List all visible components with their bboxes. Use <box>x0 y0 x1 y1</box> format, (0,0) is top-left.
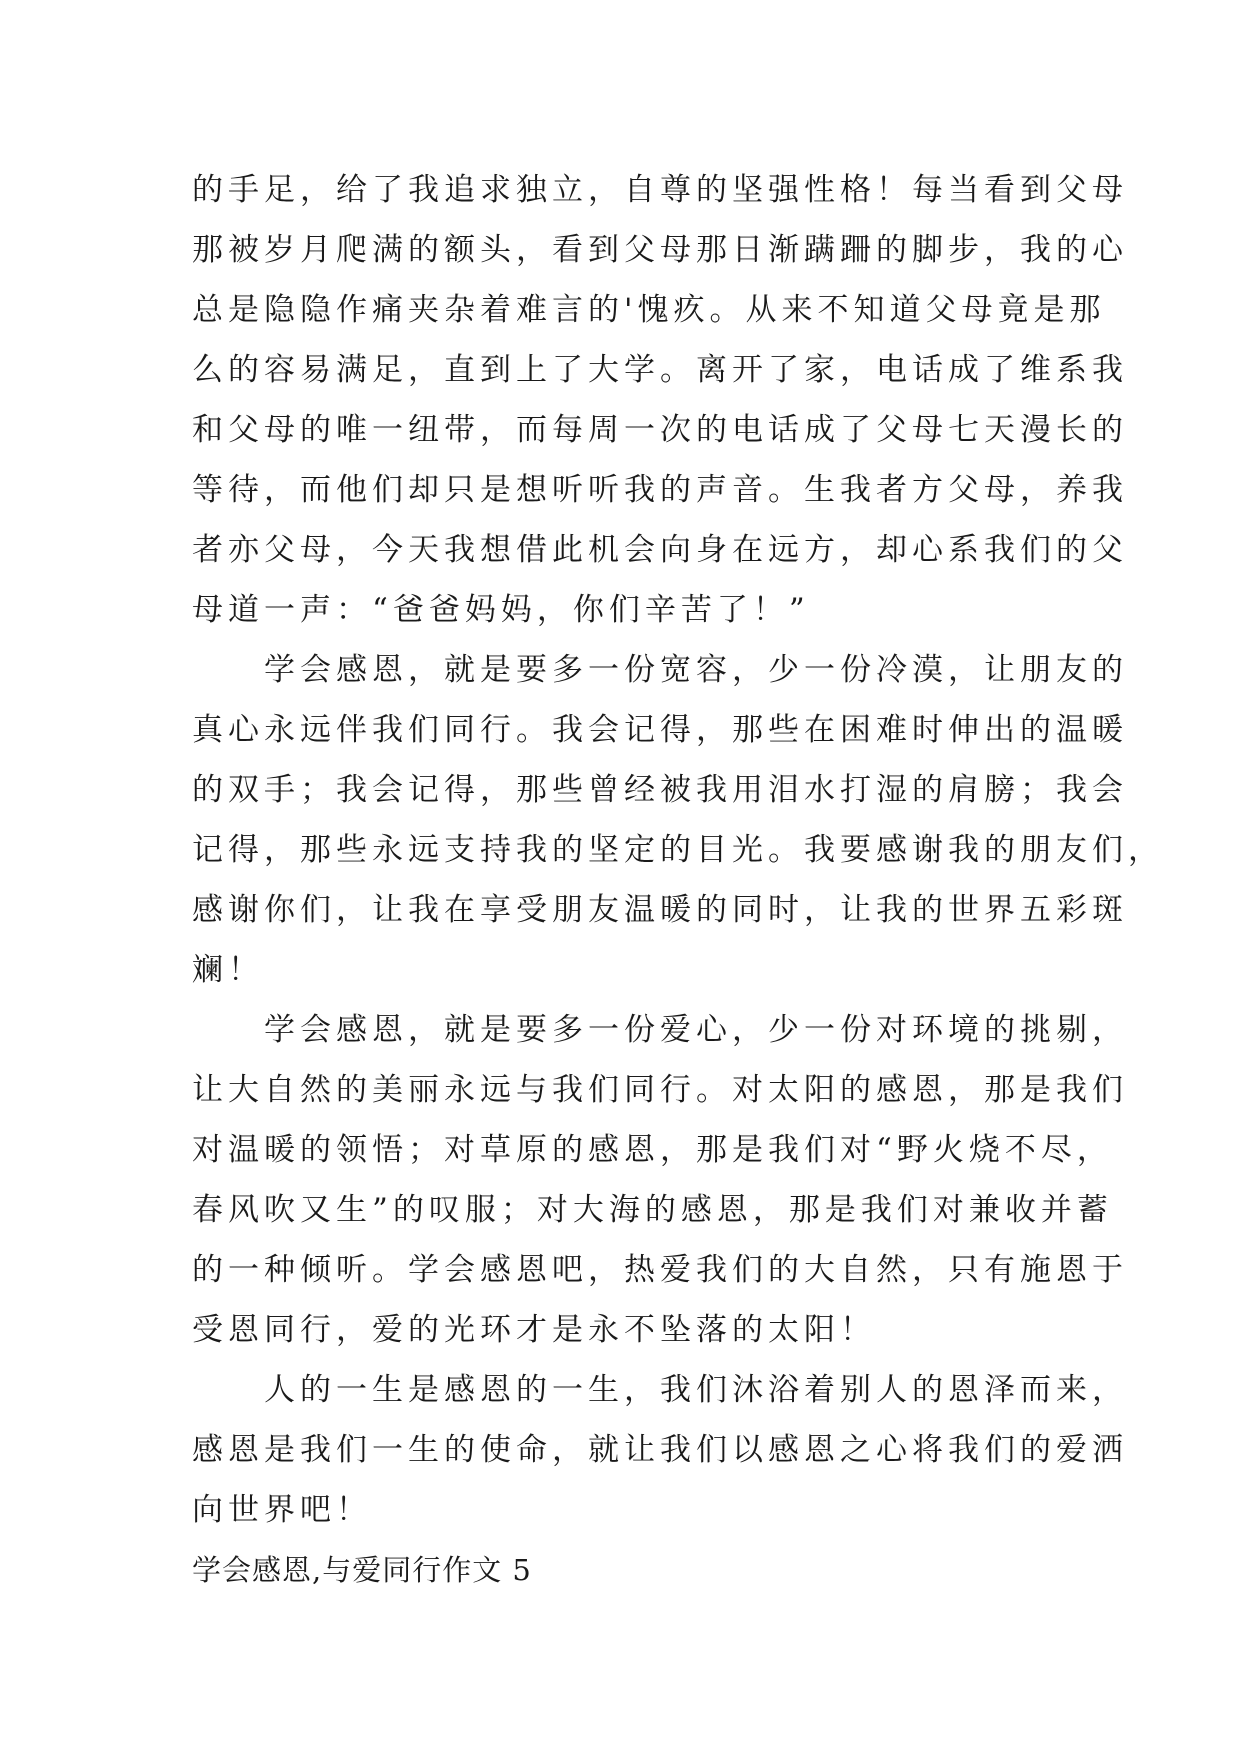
text-line: 么的容易满足，直到上了大学。离开了家，电话成了维系我 <box>192 352 1128 388</box>
text-line: 人的一生是感恩的一生，我们沐浴着别人的恩泽而来， <box>192 1372 1128 1408</box>
text-line: 向世界吧！ <box>192 1492 372 1528</box>
text-line: 那被岁月爬满的额头，看到父母那日渐蹒跚的脚步，我的心 <box>192 232 1128 268</box>
text-line: 母道一声：“爸爸妈妈，你们辛苦了！” <box>192 592 810 628</box>
text-line: 对温暖的领悟；对草原的感恩，那是我们对“野火烧不尽， <box>192 1132 1113 1168</box>
essay-body <box>192 160 1164 1600</box>
text-line: 感恩是我们一生的使命，就让我们以感恩之心将我们的爱洒 <box>192 1432 1128 1468</box>
text-line: 总是隐隐作痛夹杂着难言的'愧疚。从来不知道父母竟是那 <box>192 292 1106 328</box>
text-line: 感谢你们，让我在享受朋友温暖的同时，让我的世界五彩斑 <box>192 892 1128 928</box>
text-line: 斓！ <box>192 952 264 988</box>
text-line: 学会感恩，就是要多一份宽容，少一份冷漠，让朋友的 <box>192 652 1128 688</box>
text-line: 春风吹又生”的叹服；对大海的感恩，那是我们对兼收并蓄 <box>192 1192 1113 1228</box>
text-line: 让大自然的美丽永远与我们同行。对太阳的感恩，那是我们 <box>192 1072 1128 1108</box>
text-line: 记得，那些永远支持我的坚定的目光。我要感谢我的朋友们， <box>192 832 1164 868</box>
text-line: 受恩同行，爱的光环才是永不坠落的太阳！ <box>192 1312 876 1348</box>
text-line: 学会感恩，就是要多一份爱心，少一份对环境的挑剔， <box>192 1012 1128 1048</box>
section-heading: 学会感恩,与爱同行作文 5 <box>192 1553 532 1587</box>
text-line: 的手足，给了我追求独立，自尊的坚强性格！每当看到父母 <box>192 172 1128 208</box>
text-line: 真心永远伴我们同行。我会记得，那些在困难时伸出的温暖 <box>192 712 1128 748</box>
text-line: 等待，而他们却只是想听听我的声音。生我者方父母，养我 <box>192 472 1128 508</box>
text-line: 者亦父母，今天我想借此机会向身在远方，却心系我们的父 <box>192 532 1128 568</box>
text-line: 的一种倾听。学会感恩吧，热爱我们的大自然，只有施恩于 <box>192 1252 1128 1288</box>
text-line: 和父母的唯一纽带，而每周一次的电话成了父母七天漫长的 <box>192 412 1128 448</box>
text-line: 的双手；我会记得，那些曾经被我用泪水打湿的肩膀；我会 <box>192 772 1128 808</box>
